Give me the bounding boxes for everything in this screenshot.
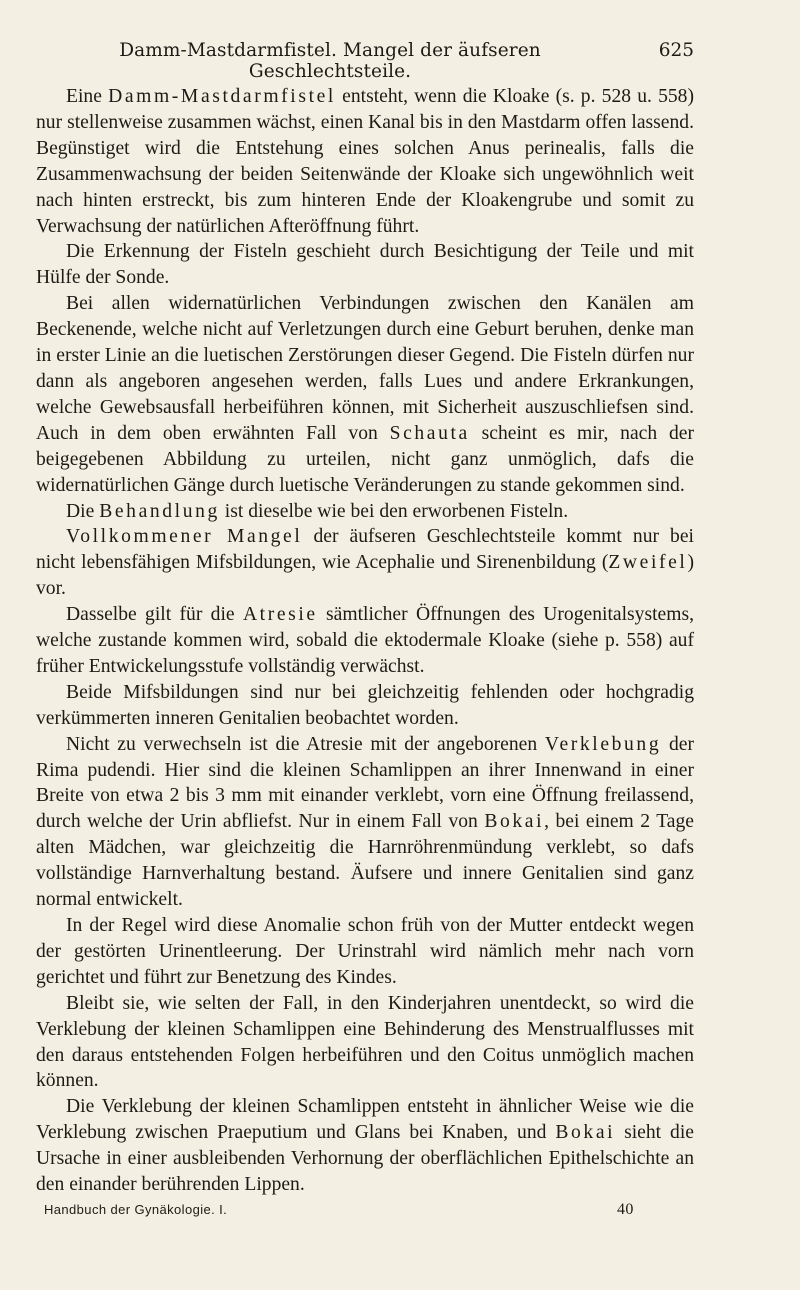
spaced-emphasis: Atresie (242, 604, 318, 626)
paragraph (36, 913, 694, 991)
text-run: In der Regel wird diese Anomalie schon früh von der Mutter entdeckt wegen der gestörten Urinentleerung. Der Urinstrahl wird nämlich mehr nach vorn gerichtet und führt zur Benetzung des Kindes. (36, 915, 694, 988)
text-run: der äufseren Geschlechtsteile kommt nur bei nicht lebensfähigen Mifsbildungen, wie Acephalie und Sirenenbildung ( (36, 526, 694, 574)
text-run: Bei allen widernatürlichen Verbindungen zwischen den Kanälen am Beckenende, welche nicht auf Verletzungen durch eine Geburt beruhen, denke man in erster Linie an die luetischen Zerstörungen dieser Gegend. Die Fisteln dürfen nur dann als angeboren angesehen werden, falls Lues und andere Erkrankungen, welche Gewebsausfall herbeiführen können, mit Sicherheit auszuschliefsen sind. Auch in dem oben erwähnten Fall von (36, 293, 694, 444)
running-title: Damm-Mastdarmfistel. Mangel der äufseren Geschlechtsteile. (119, 40, 541, 82)
text-run: Dasselbe gilt für die (66, 604, 243, 626)
paragraph (36, 524, 694, 602)
spaced-emphasis: Verklebung (544, 733, 662, 755)
text-run: entsteht, wenn die Kloake (s. p. 528 u. 558) nur stellenweise zusammen wächst, einen Kanal bis in den Mastdarm offen lassend. Begünstiget wird die Entstehung eines solchen Anus perinealis, falls die Zusammenwachsung der beiden Seitenwände der Kloake sich ungewöhnlich weit nach hinten erstreckt, bis zum hinteren Ende der Kloakengrube und somit zu Verwachsung der natürlichen Afteröffnung führt. (36, 86, 694, 237)
text-run: Die (66, 500, 100, 522)
spaced-emphasis: Bokai (484, 811, 545, 833)
text-run: sieht die Ursache in einer ausbleibenden Verhornung der oberflächlichen Epithelschichte an den einander berührenden Lippen. (36, 1122, 694, 1196)
paragraph (36, 602, 694, 680)
signature-mark: 40 (617, 1200, 634, 1218)
paragraph (36, 991, 694, 1095)
footer-source: Handbuch der Gynäkologie. I. (44, 1201, 228, 1217)
spaced-emphasis: Zweifel (608, 552, 688, 574)
text-run: der Rima pudendi. Hier sind die kleinen Schamlippen an ihrer Innenwand in einer Breite von etwa 2 bis 3 mm mit einander verklebt, vorn eine Öffnung freilassend, durch welche der Urin abfliefst. Nur in einem Fall von (36, 733, 694, 833)
text-run: sämtlicher Öffnungen des Urogenitalsystems, welche zustande kommen wird, sobald die ektodermale Kloake (siehe p. 558) auf früher Entwickelungsstufe vollständig verwächst. (36, 604, 694, 677)
spaced-emphasis: Vollkommener Mangel (66, 526, 303, 548)
paragraph (36, 680, 694, 732)
paragraph (36, 499, 694, 525)
paragraph (36, 239, 694, 291)
page-footer (36, 1202, 694, 1222)
paragraph (36, 1094, 694, 1198)
text-run: Bleibt sie, wie selten der Fall, in den Kinderjahren unentdeckt, so wird die Verklebung der kleinen Schamlippen eine Behinderung des Menstrualflusses mit den daraus entstehenden Folgen herbeiführen und den Coitus unmöglich machen können. (36, 992, 694, 1092)
text-run: scheint es mir, nach der beigegebenen Abbildung zu urteilen, nicht ganz unmöglich, dafs die widernatürlichen Gänge durch luetische Veränderungen zu stande gekommen sind. (36, 422, 694, 496)
text-run: Beide Mifsbildungen sind nur bei gleichzeitig fehlenden oder hochgradig verkümmerten inneren Genitalien beobachtet worden. (36, 681, 694, 729)
text-run: ) vor. (36, 552, 694, 600)
page-number: 625 (658, 40, 694, 61)
running-head (36, 40, 694, 82)
paragraph (36, 84, 694, 239)
text-run: Die Verklebung der kleinen Schamlippen entsteht in ähnlicher Weise wie die Verklebung zwischen Praeputium und Glans bei Knaben, und (36, 1096, 694, 1144)
spaced-emphasis: Damm-Mastdarmfistel (108, 86, 336, 107)
paragraph (36, 291, 694, 498)
paragraph (36, 732, 694, 913)
text-run: Eine (66, 86, 109, 107)
text-run: Die Erkennung der Fisteln geschieht durch Besichtigung der Teile und mit Hülfe der Sonde. (36, 241, 694, 289)
spaced-emphasis: Behandlung (99, 500, 220, 522)
spaced-emphasis: Schauta (389, 422, 470, 444)
text-run: ist dieselbe wie bei den erworbenen Fisteln. (219, 500, 569, 522)
text-run: Nicht zu verwechseln ist die Atresie mit der angeborenen (66, 733, 545, 755)
body-text (36, 84, 694, 1198)
book-page (36, 40, 694, 1222)
text-run: , bei einem 2 Tage alten Mädchen, war gleichzeitig die Harnröhrenmündung verklebt, so dafs vollständige Harnverhaltung bestand. Äufsere und innere Genitalien sind ganz normal entwickelt. (36, 811, 694, 911)
spaced-emphasis: Bokai (555, 1122, 616, 1144)
